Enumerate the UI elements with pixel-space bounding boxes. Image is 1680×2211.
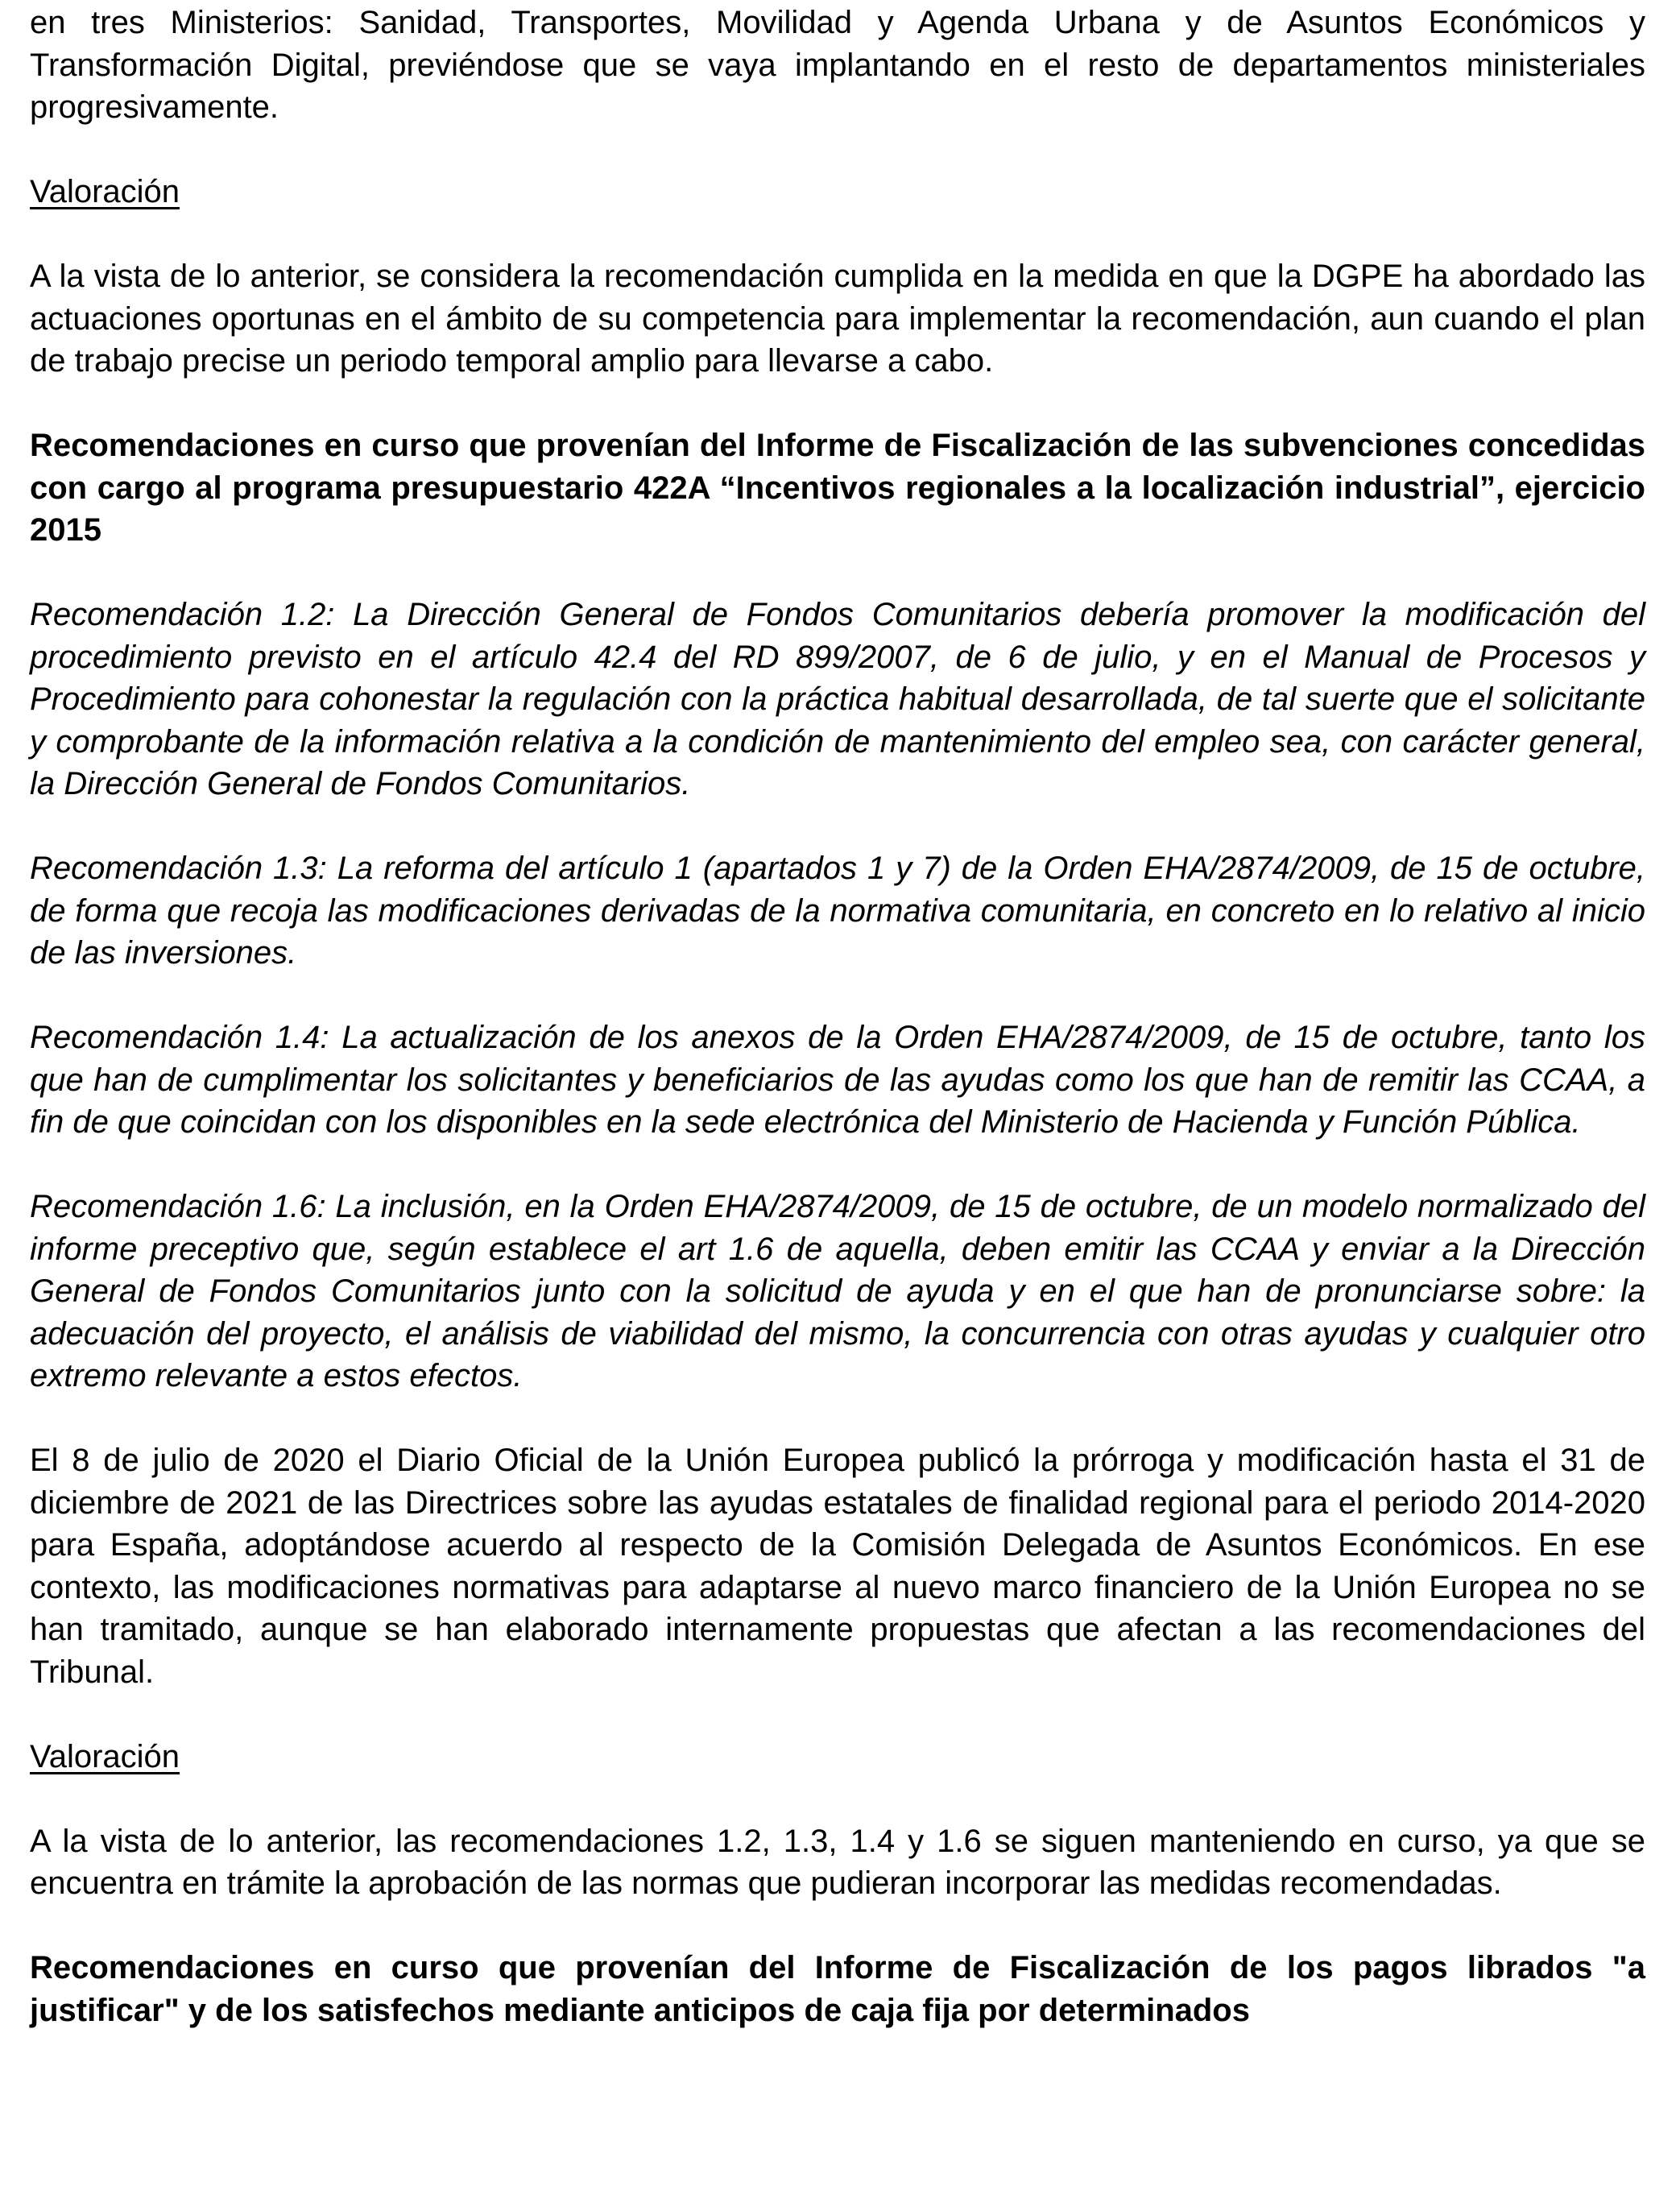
section-heading-incentivos-regionales: Recomendaciones en curso que provenían del Informe de Fiscalización de las subvenciones concedidas con cargo al programa presupuestario 422A “Incentivos regionales a la localización industrial”, ejercicio 2015 <box>30 428 1645 548</box>
paragraph-valoracion-recomendaciones: A la vista de lo anterior, las recomendaciones 1.2, 1.3, 1.4 y 1.6 se siguen manteniendo en curso, ya que se encuentra en trámite la aprobación de las normas que pudieran incorporar las medidas recomendadas. <box>30 1823 1645 1901</box>
subheading-valoracion-2: Valoración <box>30 1738 180 1774</box>
recommendation-1-4: Recomendación 1.4: La actualización de los anexos de la Orden EHA/2874/2009, de 15 de octubre, tanto los que han de cumplimentar los solicitantes y beneficiarios de las ayudas como los que han de remitir las CCAA, a fin de que coincidan con los disponibles en la sede electrónica del Ministerio de Hacienda y Función Pública. <box>30 1020 1645 1140</box>
paragraph-diario-oficial: El 8 de julio de 2020 el Diario Oficial de la Unión Europea publicó la prórroga y modificación hasta el 31 de diciembre de 2021 de las Directrices sobre las ayudas estatales de finalidad regional para el periodo 2014-2020 para España, adoptándose acuerdo al respecto de la Comisión Delegada de Asuntos Económicos. En ese contexto, las modificaciones normativas para adaptarse al nuevo marco financiero de la Unión Europea no se han tramitado, aunque se han elaborado internamente propuestas que afectan a las recomendaciones del Tribunal. <box>30 1443 1645 1690</box>
recommendation-1-3: Recomendación 1.3: La reforma del artículo 1 (apartados 1 y 7) de la Orden EHA/2874/2009, de 15 de octubre, de forma que recoja las modificaciones derivadas de la normativa comunitaria, en concreto en lo relativo al inicio de las inversiones. <box>30 851 1645 971</box>
recommendation-1-6: Recomendación 1.6: La inclusión, en la Orden EHA/2874/2009, de 15 de octubre, de un modelo normalizado del informe preceptivo que, según establece el art 1.6 de aquella, deben emitir las CCAA y enviar a la Dirección General de Fondos Comunitarios junto con la solicitud de ayuda y en el que han de pronunciarse sobre: la adecuación del proyecto, el análisis de viabilidad del mismo, la concurrencia con otras ayudas y cualquier otro extremo relevante a estos efectos. <box>30 1189 1645 1393</box>
document-page <box>30 2 1645 2031</box>
recommendation-1-2: Recomendación 1.2: La Dirección General de Fondos Comunitarios debería promover la modificación del procedimiento previsto en el artículo 42.4 del RD 899/2007, de 6 de julio, y en el Manual de Procesos y Procedimiento para cohonestar la regulación con la práctica habitual desarrollada, de tal suerte que el solicitante y comprobante de la información relativa a la condición de mantenimiento del empleo sea, con carácter general, la Dirección General de Fondos Comunitarios. <box>30 597 1645 801</box>
paragraph-valoracion-dgpe: A la vista de lo anterior, se considera la recomendación cumplida en la medida en que la DGPE ha abordado las actuaciones oportunas en el ámbito de su competencia para implementar la recomendación, aun cuando el plan de trabajo precise un periodo temporal amplio para llevarse a cabo. <box>30 259 1645 379</box>
section-heading-pagos-librados: Recomendaciones en curso que provenían del Informe de Fiscalización de los pagos librados "a justificar" y de los satisfechos mediante anticipos de caja fija por determinados <box>30 1950 1645 2028</box>
subheading-valoracion-1: Valoración <box>30 174 180 209</box>
paragraph-ministerios-continuation: en tres Ministerios: Sanidad, Transportes, Movilidad y Agenda Urbana y de Asuntos Económicos y Transformación Digital, previéndose que se vaya implantando en el resto de departamentos ministeriales progresivamente. <box>30 5 1645 125</box>
